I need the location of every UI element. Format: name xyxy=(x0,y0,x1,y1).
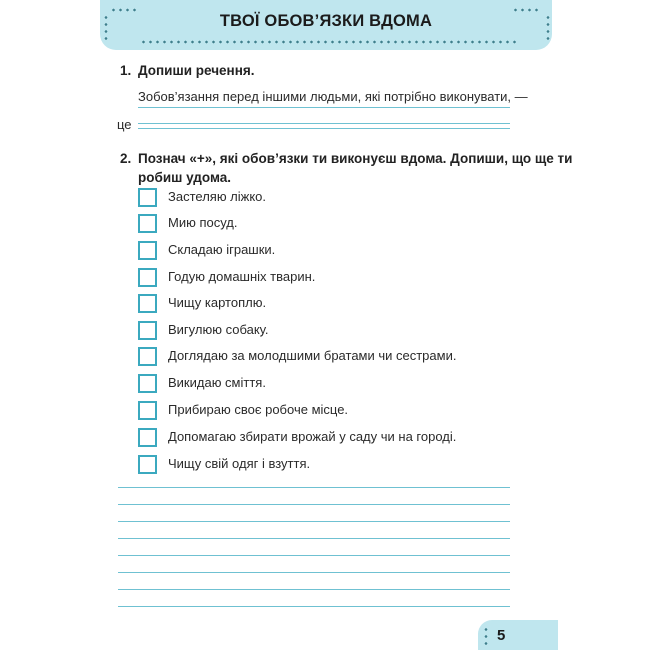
checklist-label: Вигулюю собаку. xyxy=(168,322,269,337)
decorative-dots xyxy=(104,14,108,40)
answer-line[interactable] xyxy=(118,504,510,505)
checklist-label: Доглядаю за молодшими братами чи сестрами. xyxy=(168,348,457,363)
checklist-label: Складаю іграшки. xyxy=(168,242,276,257)
answer-line[interactable] xyxy=(138,123,510,124)
answer-line[interactable] xyxy=(118,572,510,573)
checklist-label: Чищу картоплю. xyxy=(168,295,267,310)
task-2-instruction-line-2: робиш удома. xyxy=(138,170,232,185)
task-2-instruction-line-1: Познач «+», які обов’язки ти виконуєш вдома. Допиши, що ще ти xyxy=(138,151,573,166)
task-2-number: 2. xyxy=(120,151,132,166)
answer-line[interactable] xyxy=(118,487,510,488)
decorative-dots xyxy=(140,40,520,44)
answer-line[interactable] xyxy=(118,589,510,590)
answer-line[interactable] xyxy=(138,107,510,108)
decorative-dots xyxy=(512,8,540,12)
checkbox[interactable] xyxy=(138,401,157,420)
task-1-number: 1. xyxy=(120,63,132,78)
checklist-label: Допомагаю збирати врожай у саду чи на городі. xyxy=(168,429,457,444)
answer-line[interactable] xyxy=(118,555,510,556)
task-2-instruction xyxy=(138,149,573,187)
task-1-prefix: це xyxy=(117,117,132,132)
answer-line[interactable] xyxy=(118,606,510,607)
checkbox[interactable] xyxy=(138,214,157,233)
checklist-label: Застеляю ліжко. xyxy=(168,189,267,204)
checkbox[interactable] xyxy=(138,347,157,366)
decorative-dots xyxy=(546,14,550,40)
decorative-dots xyxy=(484,626,488,646)
task-1-sentence: Зобов’язання перед іншими людьми, які потрібно виконувати, — xyxy=(138,89,528,104)
checkbox[interactable] xyxy=(138,294,157,313)
checkbox[interactable] xyxy=(138,321,157,340)
answer-line[interactable] xyxy=(138,128,510,129)
checkbox[interactable] xyxy=(138,241,157,260)
checklist-label: Викидаю сміття. xyxy=(168,375,266,390)
checkbox[interactable] xyxy=(138,188,157,207)
decorative-dots xyxy=(110,8,138,12)
page-number: 5 xyxy=(497,627,506,644)
answer-line[interactable] xyxy=(118,521,510,522)
page-number-tab xyxy=(478,620,558,650)
checklist-label: Мию посуд. xyxy=(168,215,238,230)
checkbox[interactable] xyxy=(138,455,157,474)
page-title: ТВОЇ ОБОВ’ЯЗКИ ВДОМА xyxy=(219,12,433,30)
task-1-instruction: Допиши речення. xyxy=(138,63,255,78)
checkbox[interactable] xyxy=(138,428,157,447)
checklist-label: Прибираю своє робоче місце. xyxy=(168,402,349,417)
checkbox[interactable] xyxy=(138,268,157,287)
checkbox[interactable] xyxy=(138,374,157,393)
answer-line[interactable] xyxy=(118,538,510,539)
checklist-label: Годую домашніх тварин. xyxy=(168,269,316,284)
checklist-label: Чищу свій одяг і взуття. xyxy=(168,456,311,471)
